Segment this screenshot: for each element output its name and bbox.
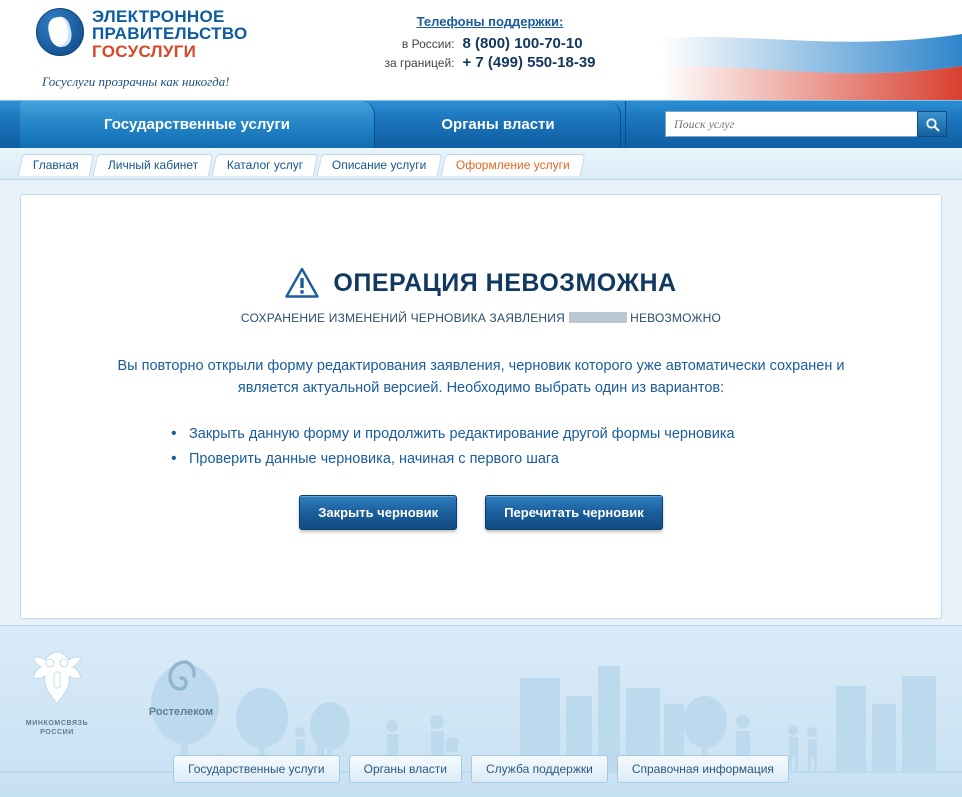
- support-title[interactable]: Телефоны поддержки:: [416, 14, 564, 29]
- support-value-abroad: + 7 (499) 550-18-39: [462, 54, 596, 71]
- nav-tab-gosuslugi[interactable]: Государственные услуги: [20, 101, 375, 149]
- search-button[interactable]: [917, 111, 947, 137]
- error-title: ОПЕРАЦИЯ НЕВОЗМОЖНА: [333, 268, 677, 297]
- error-subtitle-before: СОХРАНЕНИЕ ИЗМЕНЕНИЙ ЧЕРНОВИКА ЗАЯВЛЕНИЯ: [240, 311, 565, 325]
- breadcrumb-label: Каталог услуг: [226, 158, 304, 172]
- breadcrumb-label: Главная: [32, 158, 79, 172]
- breadcrumb-item-glavnaya[interactable]: [18, 154, 94, 176]
- rostelecom-logo: [126, 648, 236, 718]
- close-draft-button[interactable]: Закрыть черновик: [299, 495, 457, 530]
- double-eagle-icon: [28, 648, 86, 710]
- error-heading: [21, 267, 941, 299]
- rostelecom-caption: Ростелеком: [148, 706, 214, 718]
- minkomsvyaz-caption: [18, 719, 96, 737]
- site-header: [0, 0, 962, 100]
- main-navbar: [0, 100, 962, 148]
- support-label-russia: в России:: [401, 37, 455, 51]
- rostelecom-ear-icon: [164, 658, 198, 698]
- action-buttons: [21, 495, 941, 530]
- breadcrumb-bar: [0, 148, 962, 180]
- error-panel: [20, 194, 942, 619]
- support-row-abroad: [330, 54, 650, 71]
- minkomsvyaz-caption-line1: МИНКОМСВЯЗЬ: [25, 720, 89, 727]
- error-body-text: Вы повторно открыли форму редактирования заявления, черновик которого уже автоматически сохранен и является актуальной версией. Необходимо выбрать один из вариантов:: [117, 358, 845, 397]
- support-row-russia: [330, 35, 650, 52]
- error-subtitle-after: НЕВОЗМОЖНО: [630, 311, 722, 325]
- support-phones: [330, 14, 650, 73]
- logo-text: [92, 8, 248, 60]
- breadcrumb-item-oformlenie-uslugi[interactable]: [440, 154, 584, 176]
- gosuslugi-emblem-icon: [36, 8, 84, 56]
- footer-link-organy-vlasti[interactable]: Органы власти: [349, 755, 462, 783]
- error-subtitle: [21, 311, 941, 325]
- breadcrumb-label: Личный кабинет: [107, 158, 198, 172]
- search-input[interactable]: [665, 111, 917, 137]
- content-area: [0, 180, 962, 664]
- footer-nav: [0, 755, 962, 783]
- nav-tab-organy-vlasti[interactable]: Органы власти: [376, 101, 621, 149]
- warning-triangle-icon: [285, 267, 319, 299]
- breadcrumb: [20, 154, 585, 176]
- breadcrumb-item-lichnyy-kabinet[interactable]: [92, 154, 213, 176]
- search-icon: [925, 117, 941, 133]
- logo-line-3: ГОСУСЛУГИ: [92, 41, 197, 61]
- nav-separator: [625, 101, 626, 148]
- site-footer: [0, 625, 962, 797]
- error-options-list: [171, 426, 941, 467]
- support-value-russia: 8 (800) 100-70-10: [462, 35, 583, 52]
- breadcrumb-label: Оформление услуги: [455, 158, 570, 172]
- logo-line-2: ПРАВИТЕЛЬСТВО: [92, 24, 248, 44]
- redacted-application-number: [569, 312, 627, 323]
- flag-decoration: [662, 0, 962, 100]
- minkomsvyaz-logo: [18, 648, 96, 737]
- list-item: • Проверить данные черновика, начиная с первого шага: [171, 451, 941, 467]
- footer-logos: [18, 648, 236, 737]
- list-item: • Закрыть данную форму и продолжить редактирование другой формы черновика: [171, 426, 941, 442]
- breadcrumb-item-opisanie-uslugi[interactable]: [317, 154, 442, 176]
- reread-draft-button[interactable]: Перечитать черновик: [485, 495, 663, 530]
- logo-line-1: ЭЛЕКТРОННОЕ: [92, 7, 225, 26]
- footer-link-spravochnaya-informaciya[interactable]: Справочная информация: [617, 755, 789, 783]
- logo-slogan: Госуслуги прозрачны как никогда!: [42, 74, 230, 89]
- search-area: [665, 111, 947, 137]
- breadcrumb-label: Описание услуги: [332, 158, 427, 172]
- minkomsvyaz-caption-line2: РОССИИ: [40, 729, 74, 737]
- site-logo[interactable]: [36, 8, 248, 60]
- footer-link-gosuslugi[interactable]: Государственные услуги: [173, 755, 340, 783]
- footer-link-sluzhba-podderzhki[interactable]: Служба поддержки: [471, 755, 608, 783]
- support-label-abroad: за границей:: [384, 56, 455, 70]
- breadcrumb-item-katalog-uslug[interactable]: [212, 154, 319, 176]
